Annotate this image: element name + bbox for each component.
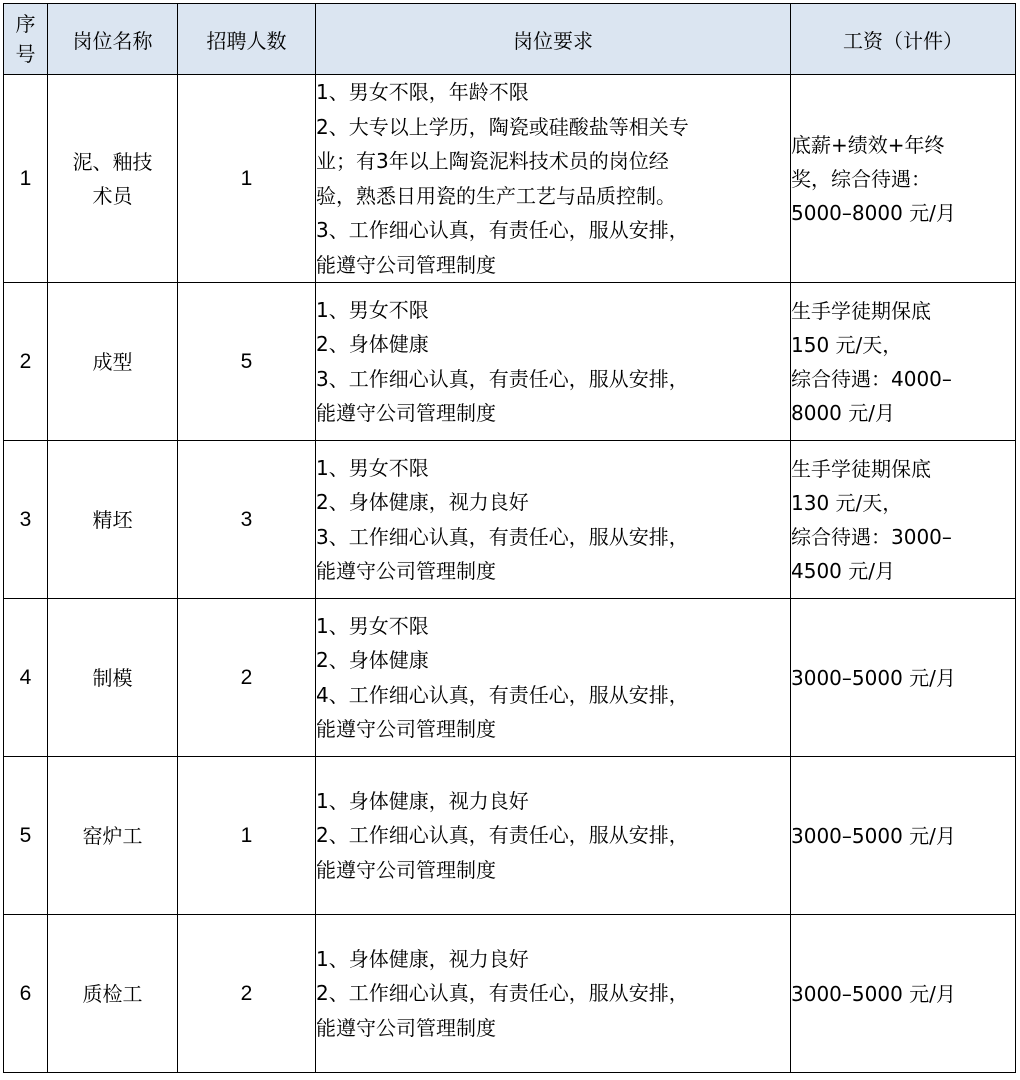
requirement-line: 3、工作细心认真，有责任心，服从安排， (316, 366, 689, 391)
salary-line: 130 元/天， (791, 490, 903, 515)
salary-line: 生手学徒期保底 (791, 456, 931, 481)
requirement-line: 能遵守公司管理制度 (316, 401, 496, 425)
position-name-cell (48, 283, 178, 441)
position-name-line: 术员 (92, 183, 133, 208)
position-name-line: 窑炉工 (82, 823, 143, 848)
requirement-line: 2、身体健康 (316, 332, 429, 356)
header-salary: 工资（计件） (791, 4, 1016, 75)
requirement-line: 4、工作细心认真，有责任心，服从安排， (316, 682, 689, 707)
requirements-cell (316, 915, 791, 1073)
requirements-cell (316, 441, 791, 599)
table-body (4, 75, 1016, 1073)
header-row (4, 4, 1016, 75)
requirement-line: 能遵守公司管理制度 (316, 559, 496, 583)
requirement-line: 能遵守公司管理制度 (316, 717, 496, 741)
headcount-cell: 1 (178, 75, 316, 283)
position-name-cell (48, 599, 178, 757)
row-seq-cell: 6 (4, 915, 48, 1073)
headcount-cell: 2 (178, 599, 316, 757)
requirement-line: 能遵守公司管理制度 (316, 252, 496, 277)
requirement-line: 2、身体健康 (316, 648, 429, 672)
requirement-line: 2、身体健康，视力良好 (316, 490, 529, 514)
table-row (4, 283, 1016, 441)
requirement-line: 2、工作细心认真，有责任心，服从安排， (316, 823, 689, 848)
salary-line: 4500 元/月 (791, 558, 895, 583)
requirements-cell (316, 75, 791, 283)
header-seq-label: 序号 (15, 12, 36, 66)
requirement-line: 3、工作细心认真，有责任心，服从安排， (316, 524, 689, 549)
requirement-line: 能遵守公司管理制度 (316, 1015, 496, 1040)
requirement-line: 1、男女不限 (316, 297, 429, 322)
salary-line: 3000–5000 元/月 (791, 981, 956, 1006)
row-seq-cell: 3 (4, 441, 48, 599)
salary-line: 综合待遇：4000– (791, 366, 952, 391)
position-name-line: 成型 (92, 349, 133, 374)
table-row (4, 599, 1016, 757)
headcount-cell: 1 (178, 757, 316, 915)
position-name-line: 制模 (92, 665, 133, 690)
requirement-line: 2、工作细心认真，有责任心，服从安排， (316, 981, 689, 1006)
header-requirements: 岗位要求 (316, 4, 791, 75)
position-name-cell (48, 75, 178, 283)
salary-cell (791, 283, 1016, 441)
salary-line: 生手学徒期保底 (791, 298, 931, 323)
salary-line: 3000–5000 元/月 (791, 665, 956, 690)
table-row (4, 757, 1016, 915)
row-seq-cell: 1 (4, 75, 48, 283)
row-seq-cell: 4 (4, 599, 48, 757)
position-name-cell (48, 915, 178, 1073)
position-name-cell (48, 441, 178, 599)
requirement-line: 1、男女不限，年龄不限 (316, 80, 529, 104)
salary-line: 5000–8000 元/月 (791, 200, 956, 225)
salary-line: 底薪+绩效+年终 (791, 132, 945, 157)
header-position-name: 岗位名称 (48, 4, 178, 75)
requirement-line: 1、身体健康，视力良好 (316, 946, 529, 971)
table-row (4, 441, 1016, 599)
requirement-line: 业；有3年以上陶瓷泥料技术员的岗位经 (316, 149, 669, 173)
salary-line: 3000–5000 元/月 (791, 823, 956, 848)
salary-cell (791, 599, 1016, 757)
salary-cell (791, 915, 1016, 1073)
row-seq-cell: 2 (4, 283, 48, 441)
requirement-line: 1、身体健康，视力良好 (316, 788, 529, 813)
header-headcount: 招聘人数 (178, 4, 316, 75)
requirement-line: 验，熟悉日用瓷的生产工艺与品质控制。 (316, 183, 676, 208)
position-name-cell (48, 757, 178, 915)
headcount-cell: 5 (178, 283, 316, 441)
requirement-line: 1、男女不限 (316, 455, 429, 480)
requirement-line: 能遵守公司管理制度 (316, 857, 496, 882)
requirement-line: 2、大专以上学历，陶瓷或硅酸盐等相关专 (316, 114, 689, 139)
salary-cell (791, 75, 1016, 283)
headcount-cell: 2 (178, 915, 316, 1073)
row-seq-cell: 5 (4, 757, 48, 915)
salary-line: 150 元/天， (791, 332, 903, 357)
headcount-cell: 3 (178, 441, 316, 599)
requirement-line: 3、工作细心认真，有责任心，服从安排， (316, 218, 689, 242)
table-row (4, 75, 1016, 283)
header-seq (4, 4, 48, 75)
requirements-cell (316, 757, 791, 915)
salary-cell (791, 757, 1016, 915)
requirements-cell (316, 599, 791, 757)
recruitment-table (3, 3, 1016, 1073)
table-row (4, 915, 1016, 1073)
requirements-cell (316, 283, 791, 441)
requirement-line: 1、男女不限 (316, 613, 429, 638)
position-name-line: 泥、釉技 (72, 149, 153, 174)
salary-cell (791, 441, 1016, 599)
salary-line: 奖，综合待遇： (791, 166, 931, 191)
position-name-line: 质检工 (82, 981, 143, 1006)
position-name-line: 精坯 (92, 507, 133, 532)
salary-line: 综合待遇：3000– (791, 524, 952, 549)
salary-line: 8000 元/月 (791, 400, 895, 425)
